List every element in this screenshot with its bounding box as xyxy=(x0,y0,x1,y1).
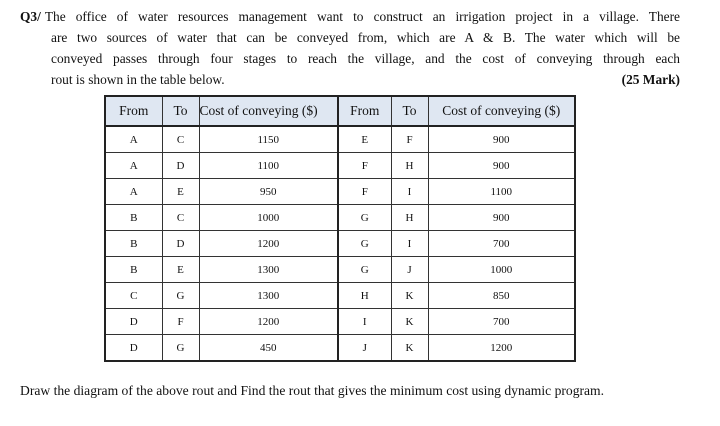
cell-to-2: I xyxy=(391,179,428,205)
cell-cost-2: 1100 xyxy=(428,179,575,205)
question-block xyxy=(20,6,680,90)
table-row xyxy=(105,205,575,231)
cell-to-1: E xyxy=(162,179,199,205)
cell-from-1: C xyxy=(105,283,162,309)
cell-cost-1: 950 xyxy=(199,179,338,205)
cell-cost-2: 900 xyxy=(428,205,575,231)
cell-to-2: F xyxy=(391,126,428,153)
question-line-4 xyxy=(20,69,680,90)
header-to-2: To xyxy=(391,96,428,126)
cell-from-2: F xyxy=(338,153,391,179)
cell-cost-2: 900 xyxy=(428,126,575,153)
cell-to-2: J xyxy=(391,257,428,283)
cell-to-2: K xyxy=(391,335,428,362)
cell-from-1: A xyxy=(105,153,162,179)
cell-from-1: D xyxy=(105,309,162,335)
cell-from-2: G xyxy=(338,231,391,257)
cell-from-2: G xyxy=(338,257,391,283)
cell-to-2: H xyxy=(391,153,428,179)
cell-cost-1: 1000 xyxy=(199,205,338,231)
cell-from-1: D xyxy=(105,335,162,362)
question-text-1: The office of water resources management want to construct an irrigation project in a village. There xyxy=(44,9,680,24)
table-row xyxy=(105,257,575,283)
cell-to-1: E xyxy=(162,257,199,283)
header-from-2: From xyxy=(338,96,391,126)
cell-cost-2: 850 xyxy=(428,283,575,309)
cell-cost-1: 1300 xyxy=(199,257,338,283)
cell-to-1: C xyxy=(162,205,199,231)
cell-from-2: E xyxy=(338,126,391,153)
cell-from-1: A xyxy=(105,126,162,153)
cell-cost-2: 700 xyxy=(428,231,575,257)
cell-from-1: B xyxy=(105,231,162,257)
cell-from-2: I xyxy=(338,309,391,335)
cell-from-2: F xyxy=(338,179,391,205)
cell-from-2: G xyxy=(338,205,391,231)
routes-table xyxy=(104,95,576,362)
question-line-2: are two sources of water that can be conveyed from, which are A & B. The water which will be xyxy=(51,30,680,45)
header-to-1: To xyxy=(162,96,199,126)
cell-cost-1: 1200 xyxy=(199,309,338,335)
cell-to-1: C xyxy=(162,126,199,153)
cell-from-2: H xyxy=(338,283,391,309)
cell-from-1: A xyxy=(105,179,162,205)
question-number: Q3/ xyxy=(20,9,41,24)
cell-cost-2: 900 xyxy=(428,153,575,179)
cell-cost-2: 1000 xyxy=(428,257,575,283)
cell-cost-1: 1100 xyxy=(199,153,338,179)
table-row xyxy=(105,231,575,257)
cell-to-1: G xyxy=(162,283,199,309)
cell-from-1: B xyxy=(105,205,162,231)
cell-to-2: I xyxy=(391,231,428,257)
cell-cost-1: 1200 xyxy=(199,231,338,257)
table-row xyxy=(105,153,575,179)
header-cost-2: Cost of conveying ($) xyxy=(428,96,575,126)
cell-to-1: G xyxy=(162,335,199,362)
table-row xyxy=(105,283,575,309)
cell-to-1: D xyxy=(162,153,199,179)
header-cost-1: Cost of conveying ($) xyxy=(199,96,338,126)
instruction-text: Draw the diagram of the above rout and Find the rout that gives the minimum cost using dynamic program. xyxy=(20,383,605,398)
table-header-row xyxy=(105,96,575,126)
cell-to-1: D xyxy=(162,231,199,257)
cell-from-2: J xyxy=(338,335,391,362)
cell-to-1: F xyxy=(162,309,199,335)
cell-cost-1: 1300 xyxy=(199,283,338,309)
cell-cost-2: 700 xyxy=(428,309,575,335)
cell-to-2: H xyxy=(391,205,428,231)
cell-to-2: K xyxy=(391,309,428,335)
cell-cost-1: 450 xyxy=(199,335,338,362)
table-row xyxy=(105,126,575,153)
marks-label: (25 Mark) xyxy=(621,72,680,87)
cell-cost-1: 1150 xyxy=(199,126,338,153)
question-line-1 xyxy=(20,6,680,27)
cell-from-1: B xyxy=(105,257,162,283)
question-line-3: conveyed passes through four stages to reach the village, and the cost of conveying through each xyxy=(51,51,680,66)
cell-cost-2: 1200 xyxy=(428,335,575,362)
cell-to-2: K xyxy=(391,283,428,309)
header-from-1: From xyxy=(105,96,162,126)
routes-table-container xyxy=(104,95,576,362)
table-row xyxy=(105,309,575,335)
question-text-4: rout is shown in the table below. xyxy=(51,72,225,87)
table-row xyxy=(105,335,575,362)
table-row xyxy=(105,179,575,205)
